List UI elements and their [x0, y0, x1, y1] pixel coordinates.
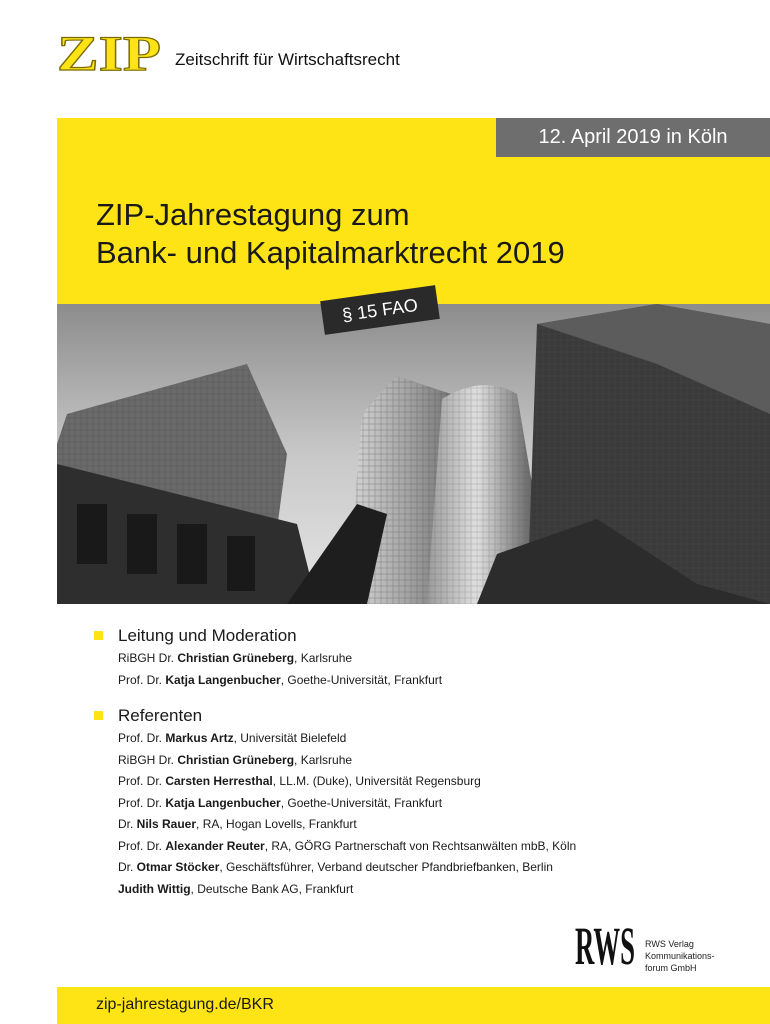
person-entry: RiBGH Dr. Christian Grüneberg, Karlsruhe	[118, 752, 353, 767]
publisher-line-2: Kommunikations-	[645, 951, 715, 961]
person-entry: Prof. Dr. Carsten Herresthal, LL.M. (Duke), Universität Regensburg	[118, 774, 481, 788]
skyline-photo	[57, 304, 770, 604]
person-entry: RiBGH Dr. Christian Grüneberg, Karlsruhe	[118, 651, 353, 665]
zip-logo-text: ZIP	[57, 30, 161, 74]
rws-logo	[574, 912, 636, 970]
person-entry: Dr. Nils Rauer, RA, Hogan Lovells, Frankfurt	[118, 817, 357, 831]
event-date: 12. April 2019 in Köln	[496, 118, 770, 157]
zip-logo	[57, 30, 163, 74]
publisher-line-1: RWS Verlag	[645, 939, 694, 949]
person-entry: Prof. Dr. Katja Langenbucher, Goethe-Universität, Frankfurt	[118, 795, 443, 810]
section-heading	[100, 624, 720, 648]
person-entry: Dr. Otmar Stöcker, Geschäftsführer, Verband deutscher Pfandbriefbanken, Berlin	[118, 860, 553, 874]
bullet-square-icon	[94, 711, 103, 720]
person-entry: Prof. Dr. Alexander Reuter, RA, GÖRG Partnerschaft von Rechtsanwälten mbB, Köln	[118, 838, 577, 853]
website-link[interactable]: zip-jahrestagung.de/BKR	[96, 996, 274, 1013]
publisher-line-3: forum GmbH	[645, 963, 697, 973]
title-line-2: Bank- und Kapitalmarktrecht 2019	[96, 235, 565, 270]
section-referenten	[100, 704, 720, 900]
person-entry: Prof. Dr. Markus Artz, Universität Bielefeld	[118, 731, 347, 745]
event-title	[96, 196, 565, 272]
tagline: Zeitschrift für Wirtschaftsrecht	[175, 50, 400, 69]
section-heading	[100, 704, 720, 728]
section-heading-label: Referenten	[118, 706, 203, 725]
fao-badge: § 15 FAO	[320, 285, 440, 335]
publisher-name	[645, 938, 715, 974]
rws-logo-text: RWS	[575, 916, 635, 970]
person-entry: Judith Wittig, Deutsche Bank AG, Frankfurt	[118, 881, 354, 896]
section-leitung	[100, 624, 720, 691]
bullet-square-icon	[94, 631, 103, 640]
person-entry: Prof. Dr. Katja Langenbucher, Goethe-Universität, Frankfurt	[118, 672, 443, 687]
section-heading-label: Leitung und Moderation	[118, 626, 297, 645]
title-line-1: ZIP-Jahrestagung zum	[96, 197, 410, 232]
